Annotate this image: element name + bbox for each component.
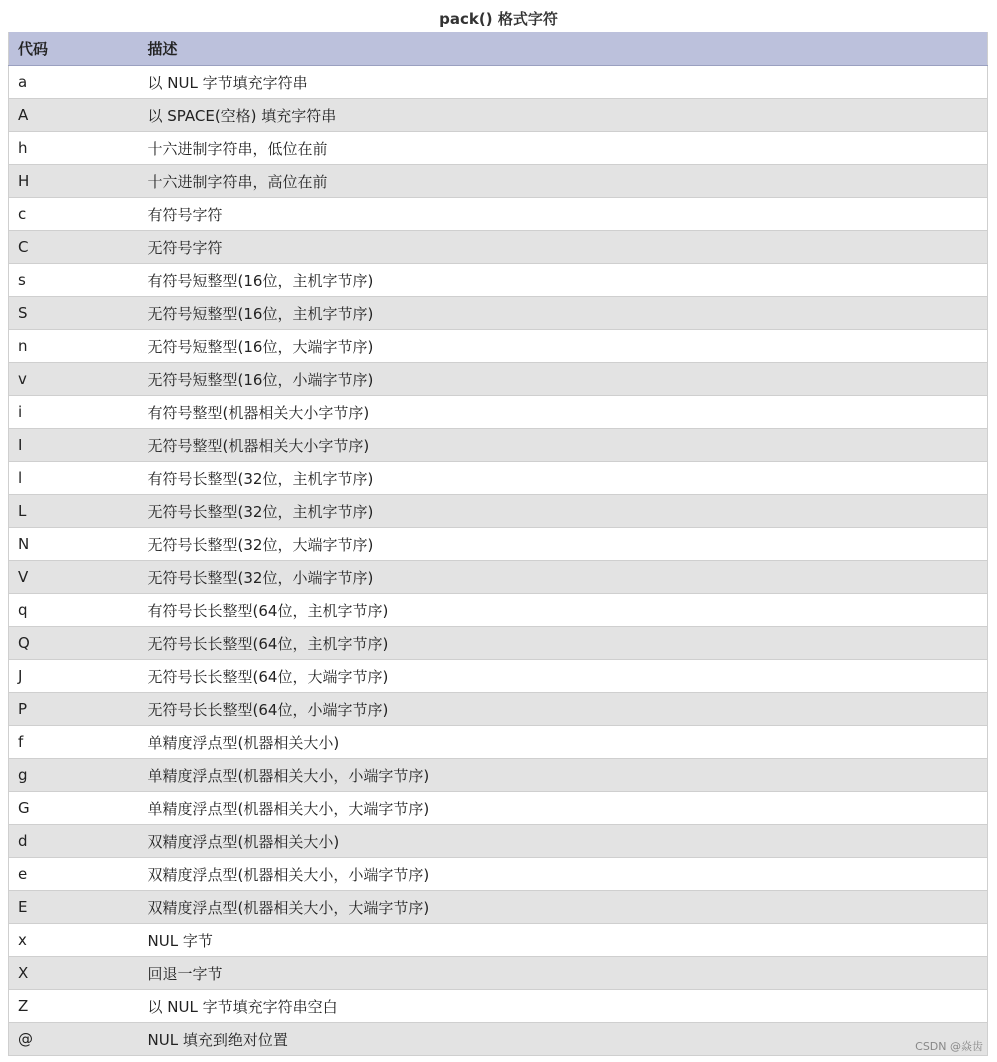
format-code-cell: J <box>9 660 139 693</box>
format-description-cell: 无符号长长整型(64位，主机字节序) <box>139 627 988 660</box>
format-code-cell: d <box>9 825 139 858</box>
format-code-cell: @ <box>9 1023 139 1056</box>
table-row <box>9 264 988 297</box>
format-description-cell: 以 NUL 字节填充字符串空白 <box>139 990 988 1023</box>
table-row <box>9 363 988 396</box>
format-code-cell: q <box>9 594 139 627</box>
table-row <box>9 330 988 363</box>
format-description-cell: 无符号长长整型(64位，小端字节序) <box>139 693 988 726</box>
table-row <box>9 957 988 990</box>
format-code-cell: i <box>9 396 139 429</box>
format-code-cell: x <box>9 924 139 957</box>
table-row <box>9 297 988 330</box>
format-description-cell: 无符号短整型(16位，大端字节序) <box>139 330 988 363</box>
format-code-cell: Q <box>9 627 139 660</box>
format-description-cell: 无符号长整型(32位，小端字节序) <box>139 561 988 594</box>
table-row <box>9 759 988 792</box>
format-code-cell: I <box>9 429 139 462</box>
table-row <box>9 462 988 495</box>
table-row <box>9 165 988 198</box>
table-body <box>9 66 988 1056</box>
table-row <box>9 627 988 660</box>
table-row <box>9 891 988 924</box>
format-code-cell: s <box>9 264 139 297</box>
format-code-cell: E <box>9 891 139 924</box>
format-description-cell: 回退一字节 <box>139 957 988 990</box>
format-description-cell: 有符号整型(机器相关大小字节序) <box>139 396 988 429</box>
table-row <box>9 561 988 594</box>
format-code-cell: H <box>9 165 139 198</box>
watermark: CSDN @焱齿 <box>915 1040 983 1053</box>
table-row <box>9 396 988 429</box>
format-code-cell: N <box>9 528 139 561</box>
format-description-cell: 无符号长长整型(64位，大端字节序) <box>139 660 988 693</box>
table-row <box>9 924 988 957</box>
format-description-cell: 以 SPACE(空格) 填充字符串 <box>139 99 988 132</box>
table-caption: pack() 格式字符 <box>439 10 558 28</box>
format-code-cell: h <box>9 132 139 165</box>
column-header-description: 描述 <box>139 32 988 66</box>
format-code-cell: a <box>9 66 139 99</box>
format-code-cell: A <box>9 99 139 132</box>
table-row <box>9 825 988 858</box>
format-code-cell: n <box>9 330 139 363</box>
table-row <box>9 99 988 132</box>
table-row <box>9 132 988 165</box>
format-description-cell: 无符号长整型(32位，大端字节序) <box>139 528 988 561</box>
format-code-cell: L <box>9 495 139 528</box>
table-row <box>9 858 988 891</box>
format-code-cell: G <box>9 792 139 825</box>
format-description-cell: 无符号字符 <box>139 231 988 264</box>
table-row <box>9 792 988 825</box>
format-description-cell: 无符号短整型(16位，主机字节序) <box>139 297 988 330</box>
format-description-cell: 双精度浮点型(机器相关大小，小端字节序) <box>139 858 988 891</box>
format-code-cell: g <box>9 759 139 792</box>
format-description-cell: 有符号长整型(32位，主机字节序) <box>139 462 988 495</box>
format-description-cell: 无符号长整型(32位，主机字节序) <box>139 495 988 528</box>
format-description-cell: 有符号短整型(16位，主机字节序) <box>139 264 988 297</box>
column-header-code: 代码 <box>9 32 139 66</box>
table-row <box>9 660 988 693</box>
format-code-cell: v <box>9 363 139 396</box>
table-row <box>9 1023 988 1056</box>
table-row <box>9 231 988 264</box>
format-code-cell: Z <box>9 990 139 1023</box>
format-description-cell: 十六进制字符串，高位在前 <box>139 165 988 198</box>
format-description-cell: NUL 填充到绝对位置 <box>139 1023 988 1056</box>
format-description-cell: 以 NUL 字节填充字符串 <box>139 66 988 99</box>
format-description-cell: 有符号长长整型(64位，主机字节序) <box>139 594 988 627</box>
format-description-cell: 无符号短整型(16位，小端字节序) <box>139 363 988 396</box>
format-code-cell: S <box>9 297 139 330</box>
pack-format-table <box>8 32 988 1056</box>
table-row <box>9 198 988 231</box>
format-description-cell: 十六进制字符串，低位在前 <box>139 132 988 165</box>
format-description-cell: NUL 字节 <box>139 924 988 957</box>
format-description-cell: 无符号整型(机器相关大小字节序) <box>139 429 988 462</box>
format-description-cell: 双精度浮点型(机器相关大小，大端字节序) <box>139 891 988 924</box>
format-description-cell: 有符号字符 <box>139 198 988 231</box>
format-description-cell: 单精度浮点型(机器相关大小) <box>139 726 988 759</box>
format-description-cell: 双精度浮点型(机器相关大小) <box>139 825 988 858</box>
format-description-cell: 单精度浮点型(机器相关大小，小端字节序) <box>139 759 988 792</box>
table-row <box>9 594 988 627</box>
table-row <box>9 693 988 726</box>
format-description-cell: 单精度浮点型(机器相关大小，大端字节序) <box>139 792 988 825</box>
format-code-cell: V <box>9 561 139 594</box>
table-row <box>9 429 988 462</box>
format-code-cell: C <box>9 231 139 264</box>
format-code-cell: P <box>9 693 139 726</box>
format-code-cell: f <box>9 726 139 759</box>
format-code-cell: X <box>9 957 139 990</box>
table-header-row <box>9 32 988 66</box>
table-row <box>9 726 988 759</box>
table-row <box>9 528 988 561</box>
format-code-cell: e <box>9 858 139 891</box>
format-code-cell: l <box>9 462 139 495</box>
table-row <box>9 66 988 99</box>
table-row <box>9 990 988 1023</box>
table-row <box>9 495 988 528</box>
format-code-cell: c <box>9 198 139 231</box>
